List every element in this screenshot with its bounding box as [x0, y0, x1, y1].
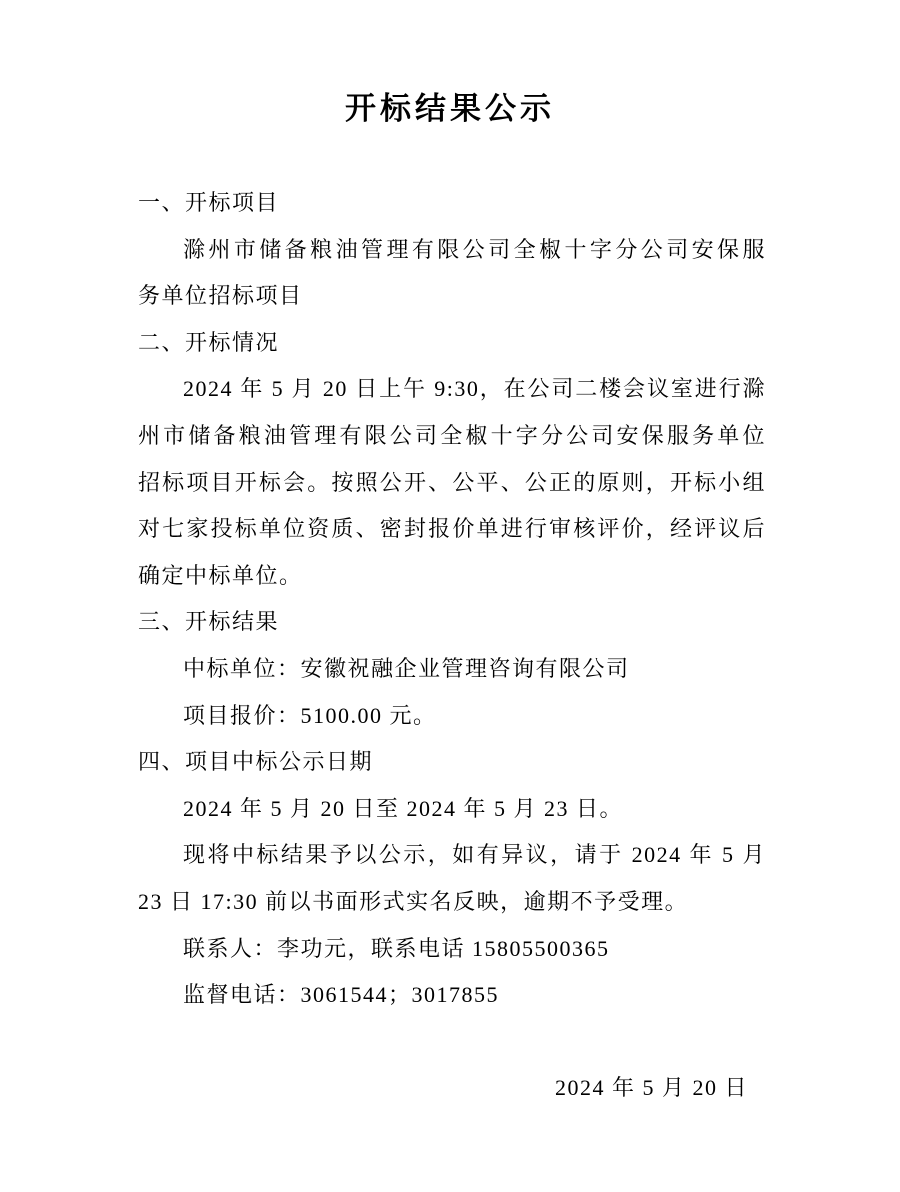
bid-opening-paragraph-line-2: 州市储备粮油管理有限公司全椒十字分公司安保服务单位: [138, 422, 766, 448]
bid-price-line: 项目报价：5100.00 元。: [183, 702, 437, 728]
objection-notice-line-2: 23 日 17:30 前以书面形式实名反映，逾期不予受理。: [138, 888, 689, 914]
project-name-line-1: 滁州市储备粮油管理有限公司全椒十字分公司安保服: [183, 236, 766, 262]
section-2-heading: 二、开标情况: [138, 329, 280, 355]
bid-opening-paragraph-line-4: 对七家投标单位资质、密封报价单进行审核评价，经评议后: [138, 516, 766, 542]
contact-line: 联系人：李功元，联系电话 15805500365: [183, 935, 610, 961]
winning-bidder-line: 中标单位：安徽祝融企业管理咨询有限公司: [183, 655, 630, 681]
announcement-period-line: 2024 年 5 月 20 日至 2024 年 5 月 23 日。: [183, 795, 624, 821]
document-body: [138, 180, 766, 1112]
bid-opening-paragraph-line-1: 2024 年 5 月 20 日上午 9:30，在公司二楼会议室进行滁: [183, 376, 766, 402]
section-3-heading: 三、开标结果: [138, 609, 280, 635]
sign-date: 2024 年 5 月 20 日: [554, 1075, 748, 1101]
section-1-heading: 一、开标项目: [138, 190, 280, 215]
supervision-phone-line: 监督电话：3061544；3017855: [183, 982, 500, 1008]
project-name-line-2: 务单位招标项目: [138, 283, 303, 309]
section-4-heading: 四、项目中标公示日期: [138, 749, 374, 775]
bid-opening-paragraph-line-5: 确定中标单位。: [138, 562, 303, 588]
bid-opening-paragraph-line-3: 招标项目开标会。按照公开、公平、公正的原则，开标小组: [138, 469, 766, 495]
objection-notice-line-1: 现将中标结果予以公示，如有异议，请于 2024 年 5 月: [183, 842, 766, 868]
blank-line: [138, 1019, 766, 1066]
page-title: 开标结果公示: [345, 91, 555, 126]
